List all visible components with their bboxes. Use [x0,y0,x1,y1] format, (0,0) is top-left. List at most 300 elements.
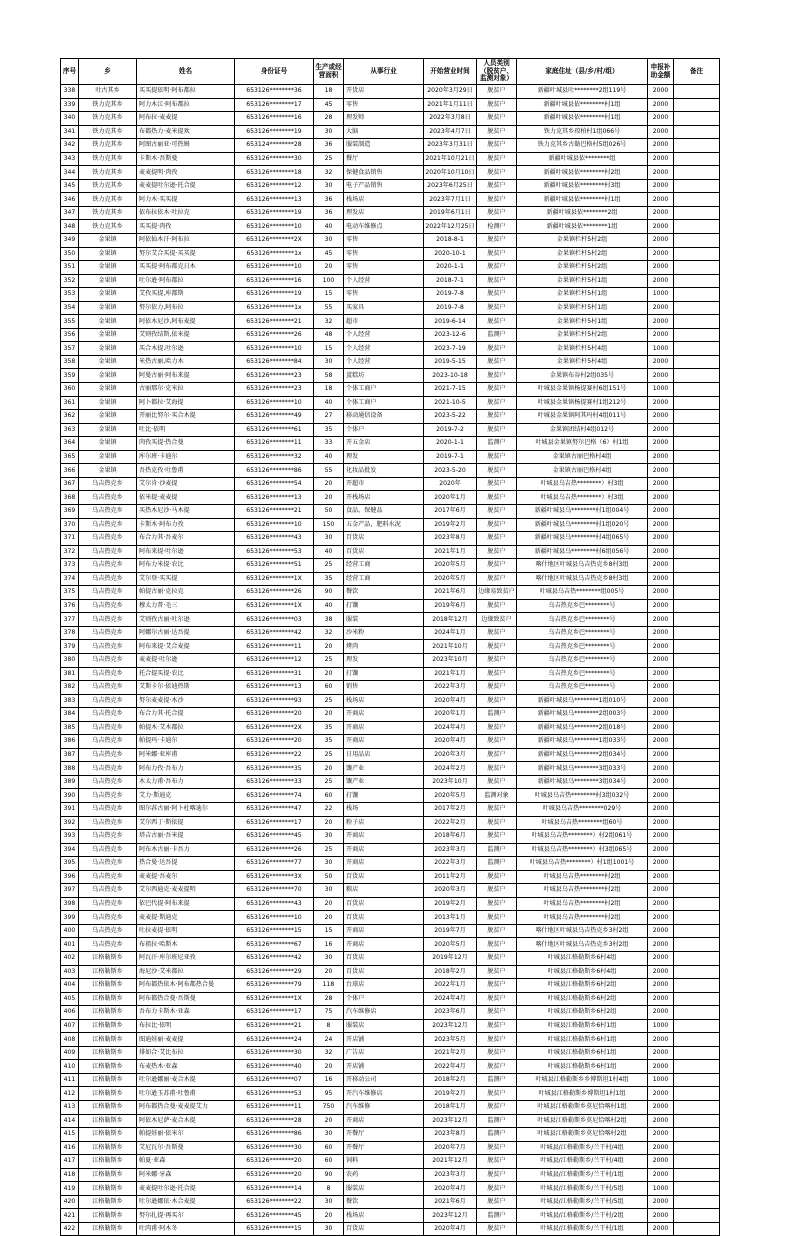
remarks-cell [674,667,720,681]
area-cell: 22 [314,802,344,816]
index-cell: 355 [61,315,79,329]
table-row [61,166,720,180]
table-row [61,98,720,112]
start-time-cell: 2023年10月 [424,775,477,789]
amount-cell: 2000 [648,979,674,993]
amount-cell: 2000 [648,464,674,478]
person-category-cell: 脱贫户 [477,355,517,369]
id-number-cell: 653126********32 [235,450,314,464]
area-cell: 36 [314,193,344,207]
industry-cell: 理发店 [344,206,424,220]
id-number-cell: 653126********30 [235,152,314,166]
township-cell: 江格勒斯乡 [79,1019,137,1033]
industry-cell: 馕产业 [344,762,424,776]
area-cell: 48 [314,328,344,342]
table-row [61,193,720,207]
id-number-cell: 653126********31 [235,667,314,681]
index-cell: 347 [61,206,79,220]
index-cell: 338 [61,85,79,99]
industry-cell: 栈场 [344,802,424,816]
area-cell: 30 [314,1195,344,1209]
name-cell: 吐尔逊·阿布都拉 [137,274,235,288]
remarks-cell [674,1222,720,1236]
industry-cell: 开商店 [344,721,424,735]
address-cell: 金果镇布谷村2组035号 [517,369,648,383]
person-category-cell: 脱贫户 [477,85,517,99]
amount-cell: 2000 [648,992,674,1006]
table-row [61,125,720,139]
table-row [61,667,720,681]
name-cell: 艾则孜古丽·吐尔逊 [137,613,235,627]
name-cell: 阿力木江·阿布都拉 [137,98,235,112]
index-cell: 418 [61,1168,79,1182]
industry-cell: 理发 [344,450,424,464]
remarks-cell [674,694,720,708]
name-cell: 海尼沙·艾米都拉 [137,965,235,979]
id-number-cell: 653126********20 [235,708,314,722]
index-cell: 393 [61,830,79,844]
remarks-cell [674,369,720,383]
id-number-cell: 653126********12 [235,653,314,667]
amount-cell: 2000 [648,559,674,573]
industry-cell: 理发师 [344,112,424,126]
name-cell: 图尔荪古丽·阿卜杜喀迪尔 [137,802,235,816]
industry-cell: 开商店 [344,924,424,938]
area-cell: 20 [314,965,344,979]
township-cell: 乌吉热克乡 [79,532,137,546]
index-cell: 372 [61,545,79,559]
address-cell: 叶城县/江格勒斯乡/兰干村/1组 [517,1222,648,1236]
township-cell: 乌吉热克乡 [79,653,137,667]
amount-cell: 2000 [648,1128,674,1142]
name-cell: 阿布木古丽·卡吾力 [137,843,235,857]
amount-cell: 2000 [648,884,674,898]
industry-cell: 开店铺 [344,1060,424,1074]
amount-cell: 2000 [648,477,674,491]
index-cell: 405 [61,992,79,1006]
name-cell: 艾尔西迪克·麦麦提明 [137,884,235,898]
industry-cell: 大脑 [344,125,424,139]
township-cell: 铁力克其乡 [79,139,137,153]
person-category-cell: 脱贫户 [477,924,517,938]
industry-cell: 百货店 [344,897,424,911]
person-category-cell: 脱贫户 [477,979,517,993]
name-cell: 帕提玛·卡迪尔 [137,735,235,749]
township-cell: 江格勒斯乡 [79,992,137,1006]
id-number-cell: 653126********42 [235,952,314,966]
start-time-cell: 2011年2月 [424,870,477,884]
remarks-cell [674,477,720,491]
amount-cell: 2000 [648,762,674,776]
address-cell: 乌吉热克乡巴********号 [517,613,648,627]
table-row [61,1209,720,1223]
address-cell: 叶城县/江格勒斯乡/兰干村/5组 [517,1182,648,1196]
remarks-cell [674,179,720,193]
index-cell: 416 [61,1141,79,1155]
name-cell: 穆太力普·毛三 [137,599,235,613]
name-cell: 帕提娃丽·依米尔 [137,1128,235,1142]
address-cell: 叶城县乌吉热********村2组 [517,911,648,925]
id-number-cell: 653126********26 [235,586,314,600]
id-number-cell: 653126********11 [235,437,314,451]
area-cell: 45 [314,98,344,112]
start-time-cell: 2023-5-20 [424,464,477,478]
name-cell: 麦麦提吐尔逊·托合提 [137,179,235,193]
industry-cell: 粉子店 [344,816,424,830]
amount-cell: 2000 [648,301,674,315]
table-row [61,843,720,857]
table-row [61,355,720,369]
index-cell: 417 [61,1155,79,1169]
remarks-cell [674,762,720,776]
start-time-cell: 2020年3月29日 [424,85,477,99]
address-cell: 叶城县乌吉热********村2组 [517,897,648,911]
table-row [61,762,720,776]
person-category-cell: 脱贫户 [477,234,517,248]
remarks-cell [674,1155,720,1169]
amount-cell: 2000 [648,220,674,234]
table-row [61,342,720,356]
township-cell: 乌吉热克乡 [79,735,137,749]
table-row [61,1073,720,1087]
name-cell: 努尔依力,阿布拉 [137,301,235,315]
address-cell: 叶城县江格勒斯乡博斯坦1村1组 [517,1087,648,1101]
address-cell: 金果镇栏杆5村2组 [517,247,648,261]
address-cell: 金果镇栏杆5村2组 [517,234,648,248]
person-category-cell: 脱贫户 [477,464,517,478]
remarks-cell [674,965,720,979]
table-row [61,1114,720,1128]
name-cell: 买买提·肉孜 [137,220,235,234]
index-cell: 353 [61,288,79,302]
index-cell: 359 [61,369,79,383]
remarks-cell [674,1182,720,1196]
id-number-cell: 653126********12 [235,179,314,193]
amount-cell: 2000 [648,261,674,275]
amount-cell: 2000 [648,924,674,938]
table-row [61,789,720,803]
industry-cell: 打馕 [344,667,424,681]
start-time-cell: 2019年12月 [424,952,477,966]
id-number-cell: 653126********84 [235,355,314,369]
industry-cell: 开商店 [344,830,424,844]
index-cell: 385 [61,721,79,735]
area-cell: 40 [314,396,344,410]
address-cell: 叶城县江格勒斯乡6村1组 [517,1033,648,1047]
remarks-cell [674,166,720,180]
start-time-cell: 2023年10月 [424,653,477,667]
id-number-cell: 653126********28 [235,1114,314,1128]
area-cell: 28 [314,992,344,1006]
person-category-cell: 脱贫户 [477,884,517,898]
area-cell: 20 [314,491,344,505]
index-cell: 362 [61,410,79,424]
industry-cell: 开商店 [344,735,424,749]
amount-cell: 2000 [648,1222,674,1236]
industry-cell: 个人经营 [344,355,424,369]
person-category-cell: 脱贫户 [477,301,517,315]
area-cell: 40 [314,599,344,613]
remarks-cell [674,681,720,695]
index-cell: 408 [61,1033,79,1047]
remarks-cell [674,952,720,966]
area-cell: 60 [314,789,344,803]
person-category-cell: 脱贫户 [477,1222,517,1236]
remarks-cell [674,748,720,762]
area-cell: 20 [314,1114,344,1128]
id-number-cell: 653126********1x [235,301,314,315]
table-row [61,1128,720,1142]
address-cell: 叶城县乌吉热********）村3组 [517,491,648,505]
address-cell: 新疆叶城县乌********1组033号 [517,735,648,749]
area-cell: 8 [314,1019,344,1033]
person-category-cell: 监测对象 [477,789,517,803]
id-number-cell: 653126********77 [235,857,314,871]
table-row [61,952,720,966]
remarks-cell [674,504,720,518]
table-row [61,586,720,600]
name-cell: 布祖拉·哈斯木 [137,938,235,952]
id-number-cell: 653126********26 [235,843,314,857]
table-row [61,857,720,871]
name-cell: 吐肉甫·阿木冬 [137,1222,235,1236]
township-cell: 金果镇 [79,274,137,288]
person-category-cell: 脱贫户 [477,477,517,491]
id-number-cell: 653126********29 [235,965,314,979]
person-category-cell: 脱贫户 [477,383,517,397]
amount-cell: 2000 [648,369,674,383]
area-cell: 35 [314,735,344,749]
id-number-cell: 653126********36 [235,85,314,99]
table-row [61,599,720,613]
subsidy-table [60,58,720,1236]
industry-cell: 个体工商户 [344,383,424,397]
remarks-cell [674,857,720,871]
area-cell: 50 [314,870,344,884]
remarks-cell [674,1209,720,1223]
id-number-cell: 653126********23 [235,383,314,397]
id-number-cell: 653126********33 [235,775,314,789]
name-cell: 依米提·麦麦提 [137,491,235,505]
industry-cell: 开移动公司 [344,1073,424,1087]
industry-cell: 经营工商 [344,559,424,573]
area-cell: 95 [314,1087,344,1101]
table-row [61,423,720,437]
area-cell: 25 [314,748,344,762]
id-number-cell: 653126********11 [235,640,314,654]
amount-cell: 2000 [648,355,674,369]
id-number-cell: 653126********20 [235,1155,314,1169]
address-cell: 叶城县乌吉热********）村1组1001号 [517,857,648,871]
start-time-cell: 2020年1月 [424,491,477,505]
table-row [61,1182,720,1196]
township-cell: 铁力克其乡 [79,220,137,234]
remarks-cell [674,464,720,478]
name-cell: 排如合·艾比布拉 [137,1046,235,1060]
industry-cell: 烤肉 [344,640,424,654]
industry-cell: 广告店 [344,1046,424,1060]
person-category-cell: 监测户 [477,328,517,342]
name-cell: 努尔艾合买提·买买提 [137,247,235,261]
industry-cell: 销售 [344,681,424,695]
id-number-cell: 653126********79 [235,979,314,993]
person-category-cell: 脱贫户 [477,1168,517,1182]
remarks-cell [674,491,720,505]
amount-cell: 1000 [648,1019,674,1033]
index-cell: 380 [61,653,79,667]
index-cell: 367 [61,477,79,491]
table-row [61,328,720,342]
township-cell: 乌吉热克乡 [79,667,137,681]
township-cell: 江格勒斯乡 [79,1209,137,1223]
township-cell: 乌吉热克乡 [79,681,137,695]
area-cell: 90 [314,1168,344,1182]
table-row [61,924,720,938]
amount-cell: 2000 [648,247,674,261]
industry-cell: 个人经营 [344,342,424,356]
area-cell: 60 [314,681,344,695]
amount-cell: 1000 [648,383,674,397]
name-cell: 帕夏·亚森 [137,1155,235,1169]
index-cell: 363 [61,423,79,437]
township-cell: 吐古其乡 [79,85,137,99]
amount-cell: 2000 [648,775,674,789]
id-number-cell: 653126********15 [235,1222,314,1236]
amount-cell: 2000 [648,85,674,99]
remarks-cell [674,98,720,112]
index-cell: 373 [61,559,79,573]
amount-cell: 2000 [648,1141,674,1155]
index-cell: 352 [61,274,79,288]
area-cell: 20 [314,911,344,925]
id-number-cell: 653126********22 [235,748,314,762]
address-cell: 乌吉热克乡巴********号 [517,653,648,667]
amount-cell: 2000 [648,1155,674,1169]
area-cell: 50 [314,504,344,518]
remarks-cell [674,328,720,342]
index-cell: 407 [61,1019,79,1033]
township-cell: 乌吉热克乡 [79,599,137,613]
township-cell: 金果镇 [79,288,137,302]
name-cell: 布合力其·托合提 [137,708,235,722]
person-category-cell: 脱贫户 [477,450,517,464]
area-cell: 30 [314,857,344,871]
start-time-cell: 2021年1月11日 [424,98,477,112]
index-cell: 370 [61,518,79,532]
address-cell: 金果镇团结村4组012号 [517,423,648,437]
address-cell: 铁力克其乡琼柏村1组066号 [517,125,648,139]
id-number-cell: 653126********1x [235,247,314,261]
name-cell: 布合力其·吾麦尔 [137,532,235,546]
name-cell: 阿布都热合曼·麦麦提艾力 [137,1101,235,1115]
index-cell: 415 [61,1128,79,1142]
area-cell: 30 [314,1222,344,1236]
name-cell: 阿布都热依木·阿布都热合曼 [137,979,235,993]
id-number-cell: 653126********3X [235,870,314,884]
area-cell: 150 [314,518,344,532]
remarks-cell [674,1101,720,1115]
name-cell: 阿布拉·麦麦提 [137,112,235,126]
name-cell: 吾热克孜·吐鲁甫 [137,464,235,478]
amount-cell: 2000 [648,1195,674,1209]
remarks-cell [674,301,720,315]
township-cell: 江格勒斯乡 [79,1155,137,1169]
start-time-cell: 2020年4月 [424,1182,477,1196]
index-cell: 339 [61,98,79,112]
id-number-cell: 653126********2X [235,721,314,735]
id-number-cell: 653126********45 [235,830,314,844]
start-time-cell: 2023年5月 [424,1033,477,1047]
amount-cell: 2000 [648,667,674,681]
address-cell: 叶城县金果镇努尔巴格（6）村1组 [517,437,648,451]
township-cell: 乌吉热克乡 [79,640,137,654]
industry-cell: 餐厅 [344,152,424,166]
remarks-cell [674,234,720,248]
address-cell: 金果镇栏杆5村1组 [517,301,648,315]
remarks-cell [674,1141,720,1155]
person-category-cell: 脱贫户 [477,681,517,695]
id-number-cell: 653126********14 [235,1182,314,1196]
start-time-cell: 2017年2月 [424,802,477,816]
person-category-cell: 脱贫户 [477,1182,517,1196]
table-row [61,1141,720,1155]
area-cell: 20 [314,708,344,722]
table-row [61,1019,720,1033]
person-category-cell: 脱贫户 [477,179,517,193]
id-number-cell: 653126********17 [235,816,314,830]
area-cell: 20 [314,477,344,491]
township-cell: 乌吉热克乡 [79,789,137,803]
person-category-cell: 监测户 [477,843,517,857]
township-cell: 铁力克其乡 [79,112,137,126]
person-category-cell: 脱贫户 [477,166,517,180]
amount-cell: 2000 [648,965,674,979]
amount-cell: 1000 [648,288,674,302]
area-cell: 25 [314,152,344,166]
id-number-cell: 653126********13 [235,491,314,505]
start-time-cell: 2021年10月 [424,640,477,654]
industry-cell: 百货店 [344,545,424,559]
area-cell: 60 [314,1155,344,1169]
person-category-cell: 脱贫户 [477,342,517,356]
index-cell: 346 [61,193,79,207]
amount-cell: 2000 [648,1033,674,1047]
area-cell: 18 [314,85,344,99]
index-cell: 369 [61,504,79,518]
industry-cell: 买家具 [344,301,424,315]
person-category-cell: 脱贫户 [477,572,517,586]
person-category-cell: 脱贫户 [477,640,517,654]
person-category-cell: 脱贫户 [477,802,517,816]
person-category-cell: 脱贫户 [477,775,517,789]
start-time-cell: 2019年6月 [424,599,477,613]
remarks-cell [674,193,720,207]
person-category-cell: 脱贫户 [477,247,517,261]
township-cell: 乌吉热克乡 [79,708,137,722]
area-cell: 16 [314,938,344,952]
amount-cell: 2000 [648,857,674,871]
township-cell: 金果镇 [79,369,137,383]
start-time-cell: 2020年4月 [424,1222,477,1236]
name-cell: 米热古丽,哈力木 [137,355,235,369]
table-row [61,85,720,99]
index-cell: 409 [61,1046,79,1060]
industry-cell: 开商店 [344,708,424,722]
amount-cell: 2000 [648,572,674,586]
area-cell: 15 [314,342,344,356]
col-header-id-number: 身份证号 [235,59,314,85]
township-cell: 江格勒斯乡 [79,1168,137,1182]
